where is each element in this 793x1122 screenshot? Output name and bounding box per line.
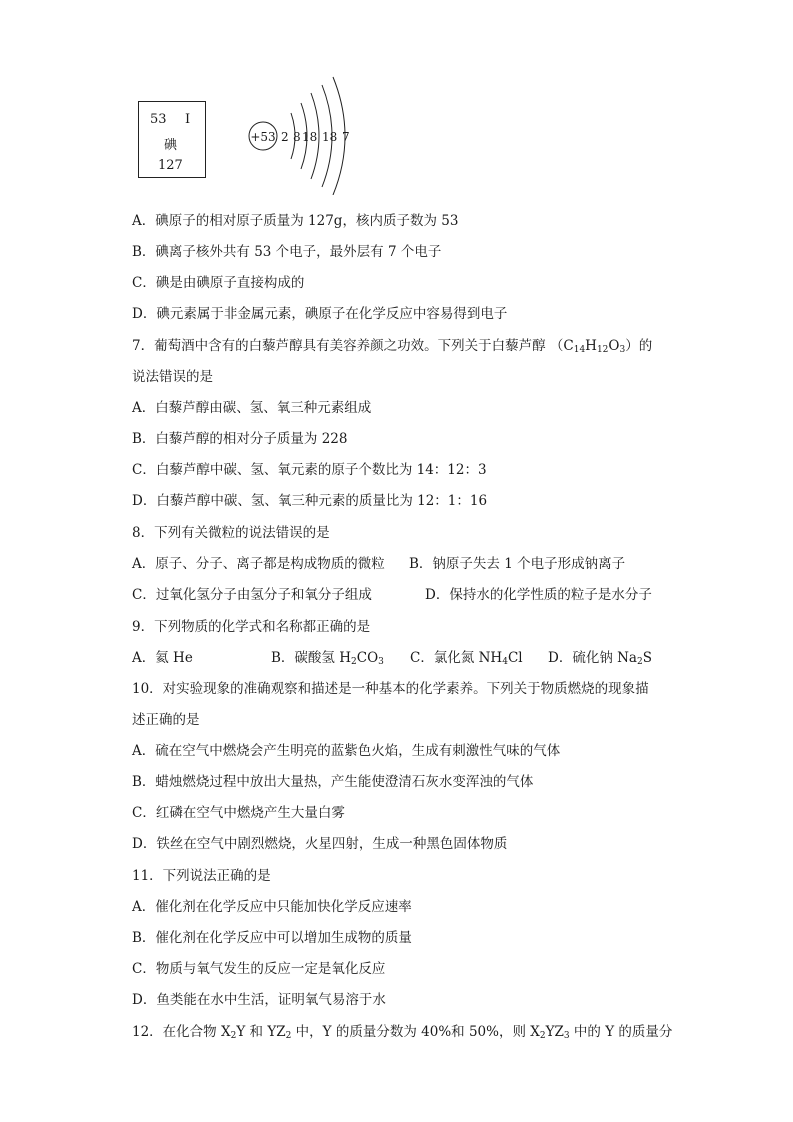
q9-option-a: A．氦 He [132, 650, 193, 666]
atomic-mass: 127 [158, 158, 183, 173]
shell-count-2: 8 [293, 130, 301, 144]
q11-option-a: A．催化剂在化学反应中只能加快化学反应速率 [132, 899, 412, 915]
q7-option-b: B．白藜芦醇的相对分子质量为 228 [132, 431, 348, 447]
q11-option-c: C．物质与氧气发生的反应一定是氧化反应 [132, 961, 386, 977]
q7-option-a: A．白藜芦醇由碳、氢、氧三种元素组成 [132, 400, 372, 416]
q10-stem-line1: 10．对实验现象的准确观察和描述是一种基本的化学素养。下列关于物质燃烧的现象描 [132, 681, 649, 697]
q8-option-c: C．过氧化氢分子由氢分子和氧分子组成 [132, 587, 372, 603]
q10-option-a: A．硫在空气中燃烧会产生明亮的蓝紫色火焰，生成有刺激性气味的气体 [132, 743, 561, 759]
q10-option-d: D．铁丝在空气中剧烈燃烧，火星四射，生成一种黑色固体物质 [132, 836, 508, 852]
q6-option-d: D．碘元素属于非金属元素，碘原子在化学反应中容易得到电子 [132, 306, 508, 322]
q9-option-d: D．硫化钠 $Na_2S$ [548, 650, 652, 667]
nucleus-label: +53 [250, 130, 276, 144]
q8-options-row1 [132, 554, 626, 574]
q8-option-b: B．钠原子失去 1 个电子形成钠离子 [409, 556, 626, 572]
q9-option-b: B．碳酸氢 $H_2CO_3$ [271, 650, 384, 667]
q8-options-row2 [132, 585, 652, 605]
q7-stem-line2: 说法错误的是 [132, 369, 213, 385]
q7-option-d: D．白藜芦醇中碳、氢、氧三种元素的质量比为 12：1：16 [132, 493, 488, 509]
iodine-figure [138, 101, 358, 193]
q12-stem: 12．在化合物 $X_2Y$ 和 $YZ_2$ 中，Y 的质量分数为 40%和 50%，则 $X_2YZ_3$ 中的 Y 的质量分 [132, 1024, 673, 1041]
q10-option-b: B．蜡烛燃烧过程中放出大量热，产生能使澄清石灰水变浑浊的气体 [132, 774, 534, 790]
shell-count-5: 7 [342, 130, 350, 144]
element-symbol: I [185, 112, 191, 127]
q8-option-a: A．原子、分子、离子都是构成物质的微粒 [132, 556, 385, 572]
q9-option-c: C．氯化氮 $NH_4Cl$ [410, 650, 523, 667]
q11-option-b: B．催化剂在化学反应中可以增加生成物的质量 [132, 930, 412, 946]
element-name: 碘 [164, 138, 178, 153]
q11-option-d: D．鱼类能在水中生活，证明氧气易溶于水 [132, 992, 386, 1008]
atomic-number: 53 [150, 112, 167, 127]
q6-option-a: A．碘原子的相对原子质量为 127g，核内质子数为 53 [132, 213, 459, 229]
q6-option-b: B．碘离子核外共有 53 个电子，最外层有 7 个电子 [132, 244, 442, 260]
q8-stem: 8．下列有关微粒的说法错误的是 [132, 525, 330, 541]
shell-count-4: 18 [322, 130, 338, 144]
q7-option-c: C．白藜芦醇中碳、氢、氧元素的原子个数比为 14：12：3 [132, 462, 487, 478]
q8-option-d: D．保持水的化学性质的粒子是水分子 [425, 587, 652, 603]
q10-stem-line2: 述正确的是 [132, 712, 200, 728]
q11-stem: 11．下列说法正确的是 [132, 868, 271, 884]
periodic-table-cell [138, 101, 206, 178]
q6-option-c: C．碘是由碘原子直接构成的 [132, 275, 305, 291]
q9-stem: 9．下列物质的化学式和名称都正确的是 [132, 619, 371, 635]
atom-structure-diagram [246, 75, 361, 195]
shell-count-3: 18 [302, 130, 318, 144]
q7-stem-line1: 7．葡萄酒中含有的白藜芦醇具有美容养颜之功效。下列关于白藜芦醇 $(C_{14}H_{12}O_3)$的 [132, 338, 653, 355]
q10-option-c: C．红磷在空气中燃烧产生大量白雾 [132, 805, 345, 821]
shell-count-1: 2 [281, 130, 289, 144]
